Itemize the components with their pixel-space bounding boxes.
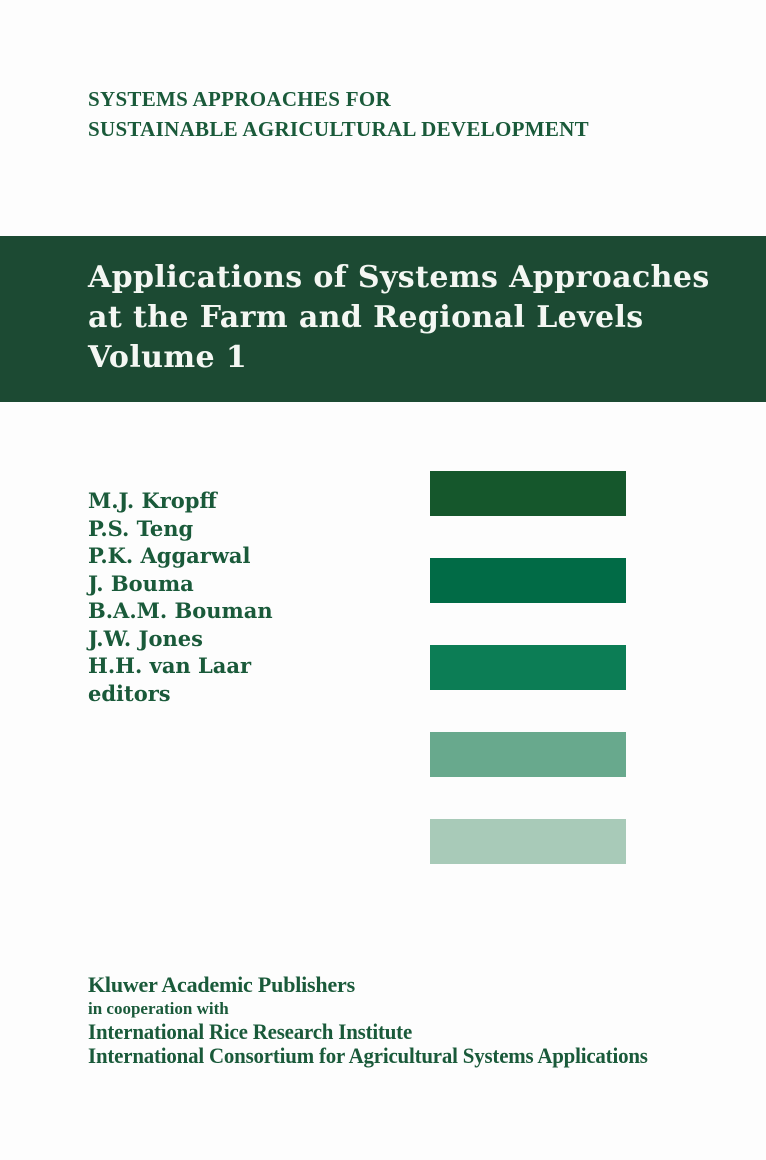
- book-title-line-2: at the Farm and Regional Levels: [88, 300, 644, 335]
- color-bar-5: [430, 819, 626, 864]
- publisher-name: Kluwer Academic Publishers: [88, 972, 355, 997]
- editor-name: M.J. Kropff: [88, 488, 217, 513]
- editor-name: J.W. Jones: [88, 625, 203, 651]
- color-bar-1: [430, 471, 626, 516]
- series-title: [88, 84, 589, 144]
- publisher-block: [88, 971, 677, 1068]
- book-title-line-1: Applications of Systems Approaches: [88, 260, 710, 295]
- color-bar-3: [430, 645, 626, 690]
- editor-name: J. Bouma: [88, 570, 194, 596]
- color-bar-2: [430, 558, 626, 603]
- series-title-line-2: SUSTAINABLE AGRICULTURAL DEVELOPMENT: [88, 117, 589, 141]
- partner-organization-2: International Consortium for Agricultural Systems Applications: [88, 1043, 648, 1068]
- title-banner: [0, 236, 766, 402]
- partner-organization-1: International Rice Research Institute: [88, 1019, 413, 1044]
- series-title-line-1: SYSTEMS APPROACHES FOR: [88, 87, 391, 111]
- editors-list: [88, 487, 273, 707]
- editor-name: P.K. Aggarwal: [88, 543, 251, 568]
- book-title-line-3: Volume 1: [88, 340, 248, 375]
- book-title: [88, 258, 710, 378]
- editor-name: P.S. Teng: [88, 515, 194, 541]
- cooperation-note: in cooperation with: [88, 999, 229, 1018]
- color-bars: [430, 471, 626, 906]
- editor-name: H.H. van Laar: [88, 653, 252, 678]
- editors-role-label: editors: [88, 680, 171, 706]
- color-bar-4: [430, 732, 626, 777]
- editor-name: B.A.M. Bouman: [88, 598, 273, 623]
